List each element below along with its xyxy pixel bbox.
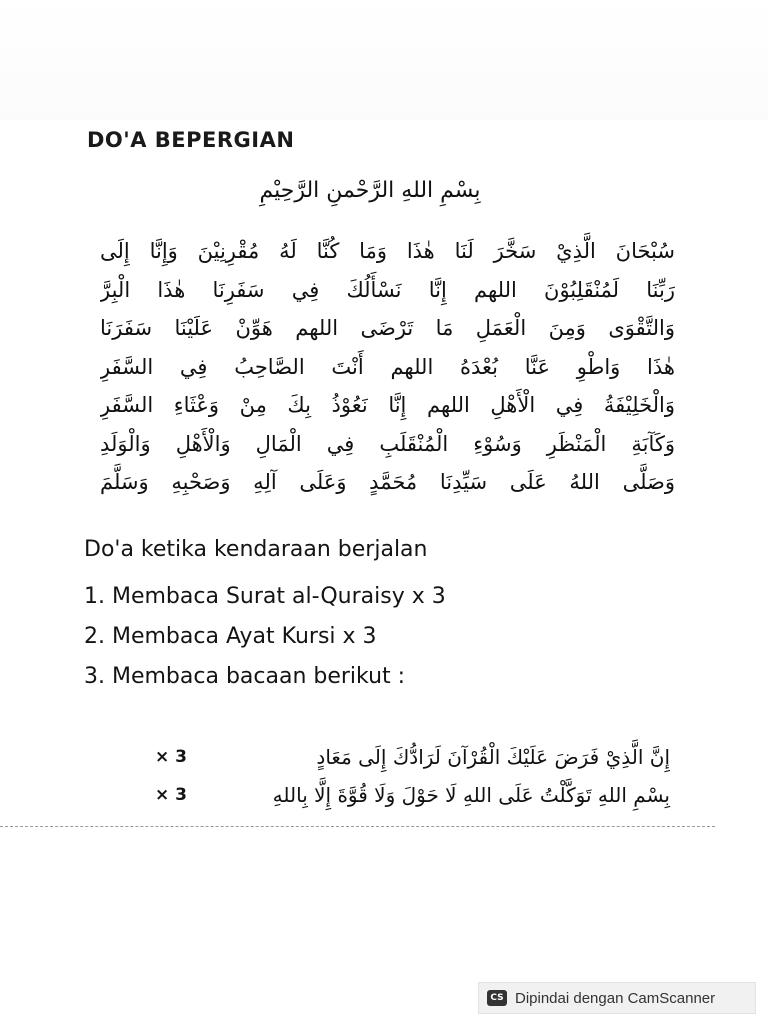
watermark-label: Dipindai dengan CamScanner bbox=[515, 989, 716, 1007]
prayer-line: هٰذَا وَاطْوِ عَنَّا بُعْدَهُ اللهم أَنْتَ الصَّاحِبُ فِي السَّفَرِ bbox=[100, 354, 675, 379]
recitation-line bbox=[155, 783, 670, 807]
recitation-text: بِسْمِ اللهِ تَوَكَّلْتُ عَلَى اللهِ لَا حَوْلَ وَلَا قُوَّةَ إِلَّا بِاللهِ bbox=[272, 783, 670, 807]
step-item: 3. Membaca bacaan berikut : bbox=[84, 664, 406, 689]
basmalah-text: بِسْمِ اللهِ الرَّحْمنِ الرَّحِيْمِ bbox=[259, 178, 481, 203]
repeat-count: × 3 bbox=[155, 747, 187, 767]
step-item: 1. Membaca Surat al-Quraisy x 3 bbox=[84, 584, 446, 609]
page-divider bbox=[0, 826, 715, 827]
recitation-line bbox=[155, 745, 670, 769]
camscanner-watermark bbox=[478, 982, 756, 1014]
prayer-line: وَصَلَّى اللهُ عَلَى سَيِّدِنَا مُحَمَّدٍ وَعَلَى آلِهِ وَصَحْبِهِ وَسَلَّمَ bbox=[100, 470, 675, 494]
travel-prayer-arabic bbox=[100, 232, 675, 502]
scan-margin bbox=[0, 0, 768, 120]
prayer-line: رَبِّنَا لَمُنْقَلِبُوْنَ اللهم إِنَّا نَسْأَلُكَ فِي سَفَرِنَا هٰذَا الْبِرَّ bbox=[100, 277, 675, 302]
prayer-line: وَالْخَلِيْفَةُ فِي الْأَهْلِ اللهم إِنَّا نَعُوْذُ بِكَ مِنْ وَعْثَاءِ السَّفَرِ bbox=[100, 393, 675, 417]
steps-list bbox=[84, 577, 446, 697]
prayer-line: سُبْحَانَ الَّذِيْ سَخَّرَ لَنَا هٰذَا وَمَا كُنَّا لَهُ مُقْرِنِيْنَ وَإِنَّا إِلَى bbox=[100, 239, 675, 263]
document-title: DO'A BEPERGIAN bbox=[87, 128, 295, 152]
prayer-line: وَكَآبَةِ الْمَنْظَرِ وَسُوْءِ الْمُنْقَلَبِ فِي الْمَالِ وَالْأَهْلِ وَالْوَلَدِ bbox=[100, 431, 675, 456]
repeat-count: × 3 bbox=[155, 785, 187, 805]
prayer-line: وَالتَّقْوَى وَمِنَ الْعَمَلِ مَا تَرْضَى اللهم هَوِّنْ عَلَيْنَا سَفَرَنَا bbox=[100, 316, 675, 340]
camscanner-logo-icon: CS bbox=[487, 990, 507, 1006]
step-item: 2. Membaca Ayat Kursi x 3 bbox=[84, 624, 377, 649]
section-subheading: Do'a ketika kendaraan berjalan bbox=[84, 537, 428, 562]
recitation-text: إِنَّ الَّذِيْ فَرَضَ عَلَيْكَ الْقُرْآنَ لَرَادُّكَ إِلَى مَعَادٍ bbox=[316, 745, 670, 769]
